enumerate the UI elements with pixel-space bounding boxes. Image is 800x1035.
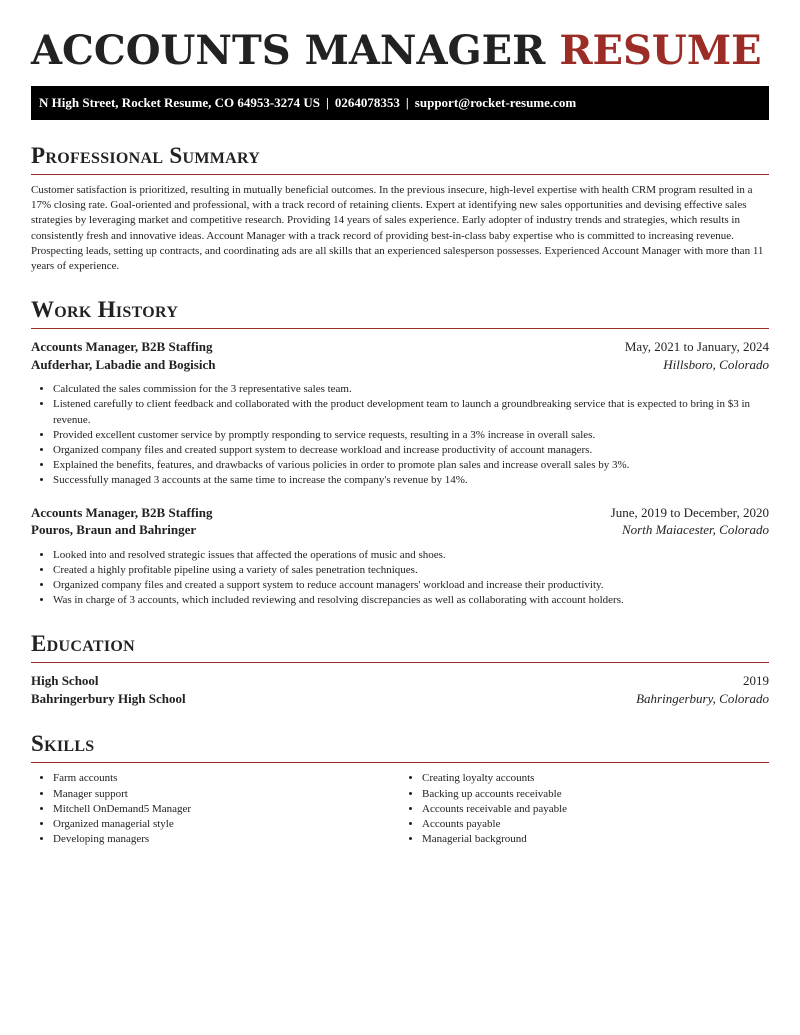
job-company-row bbox=[31, 357, 769, 375]
skills-list-right bbox=[400, 771, 769, 847]
list-item: • Managerial background bbox=[422, 832, 769, 847]
list-item: • Looked into and resolved strategic issues that affected the operations of music and shoes. bbox=[53, 548, 769, 563]
education-header-row bbox=[31, 673, 769, 691]
title-main: ACCOUNTS MANAGER bbox=[31, 27, 546, 74]
job-header-row bbox=[31, 339, 769, 357]
job-role: Accounts Manager, B2B Staffing bbox=[31, 504, 213, 520]
list-item: • Farm accounts bbox=[53, 771, 400, 786]
job-bullets bbox=[31, 382, 769, 488]
education-year: 2019 bbox=[743, 673, 769, 689]
list-item: • Was in charge of 3 accounts, which included reviewing and resolving discrepancies as well as collaborating with account holders. bbox=[53, 593, 769, 608]
contact-separator: | bbox=[405, 95, 409, 110]
list-item: • Organized company files and created a support system to reduce account managers' workload and increase their productivity. bbox=[53, 578, 769, 593]
list-item: • Mitchell OnDemand5 Manager bbox=[53, 802, 400, 817]
summary-heading: Professional Summary bbox=[31, 142, 769, 175]
job-location: Hillsboro, Colorado bbox=[663, 356, 769, 372]
list-item: • Developing managers bbox=[53, 832, 400, 847]
list-item: • Organized managerial style bbox=[53, 817, 400, 832]
education-heading: Education bbox=[31, 630, 769, 663]
contact-bar bbox=[31, 86, 769, 120]
contact-email: support@rocket-resume.com bbox=[414, 95, 577, 110]
list-item: • Accounts payable bbox=[422, 817, 769, 832]
skills-heading: Skills bbox=[31, 730, 769, 763]
job-bullets bbox=[31, 548, 769, 609]
education-entry bbox=[31, 673, 769, 708]
education-location: Bahringerbury, Colorado bbox=[636, 690, 769, 706]
education-degree: High School bbox=[31, 673, 99, 689]
job-location: North Maiacester, Colorado bbox=[622, 522, 769, 538]
job-company-row bbox=[31, 522, 769, 540]
list-item: • Explained the benefits, features, and drawbacks of various policies in order to promote plan sales and increase overall sales by 3%. bbox=[53, 458, 769, 473]
list-item: • Manager support bbox=[53, 787, 400, 802]
contact-address: N High Street, Rocket Resume, CO 64953-3274 US bbox=[39, 95, 321, 110]
job-role: Accounts Manager, B2B Staffing bbox=[31, 339, 213, 355]
resume-title bbox=[31, 0, 769, 86]
job-header-row bbox=[31, 505, 769, 523]
contact-separator: | bbox=[326, 95, 329, 110]
job-company: Aufderhar, Labadie and Bogisich bbox=[31, 356, 216, 372]
education-school-row bbox=[31, 691, 769, 709]
skills-list-left bbox=[31, 771, 400, 847]
list-item: • Provided excellent customer service by promptly responding to service requests, resulting in a 3% increase in overall sales. bbox=[53, 428, 769, 443]
skills-columns bbox=[31, 771, 769, 847]
list-item: • Organized company files and created support system to decrease workload and increase productivity of account managers. bbox=[53, 443, 769, 458]
job-dates: May, 2021 to January, 2024 bbox=[624, 339, 769, 355]
list-item: • Listened carefully to client feedback and collaborated with the product development team to launch a groundbreaking service that is expected to bring in $3 in revenue. bbox=[53, 397, 769, 427]
list-item: • Backing up accounts receivable bbox=[422, 787, 769, 802]
list-item: • Calculated the sales commission for the 3 representative sales team. bbox=[53, 382, 769, 397]
job-company: Pouros, Braun and Bahringer bbox=[31, 522, 197, 538]
job-entry bbox=[31, 339, 769, 488]
job-entry bbox=[31, 505, 769, 609]
job-dates: June, 2019 to December, 2020 bbox=[610, 504, 769, 520]
list-item: • Accounts receivable and payable bbox=[422, 802, 769, 817]
title-accent: RESUME bbox=[559, 27, 762, 74]
work-history-heading: Work History bbox=[31, 296, 769, 329]
contact-phone: 0264078353 bbox=[334, 95, 400, 110]
summary-text: Customer satisfaction is prioritized, resulting in mutually beneficial outcomes. In the previous insecure, high-level expertise with health CRM program resulted in a 17% closing rate. Goal-oriented and professional, with a track record of retaining clients. Expert at identifying new sales opportunities and devising effective sales strategies by leveraging market and competitive research. Providing 14 years of sales experience. Early adopter of industry trends and strategies, which results in consistently fresh and innovative ideas. Account Manager with a track record of providing best-in-class baby expertise who is committed to increasing revenue. Prospecting leads, setting up contracts, and coordinating ads are all skills that an experienced salesperson possesses. Experienced Account Manager with more than 11 years of experience. bbox=[31, 184, 764, 273]
list-item: • Successfully managed 3 accounts at the same time to increase the company's revenue by 14%. bbox=[53, 473, 769, 488]
list-item: • Creating loyalty accounts bbox=[422, 771, 769, 786]
education-school: Bahringerbury High School bbox=[31, 690, 186, 706]
list-item: • Created a highly profitable pipeline using a variety of sales penetration techniques. bbox=[53, 563, 769, 578]
